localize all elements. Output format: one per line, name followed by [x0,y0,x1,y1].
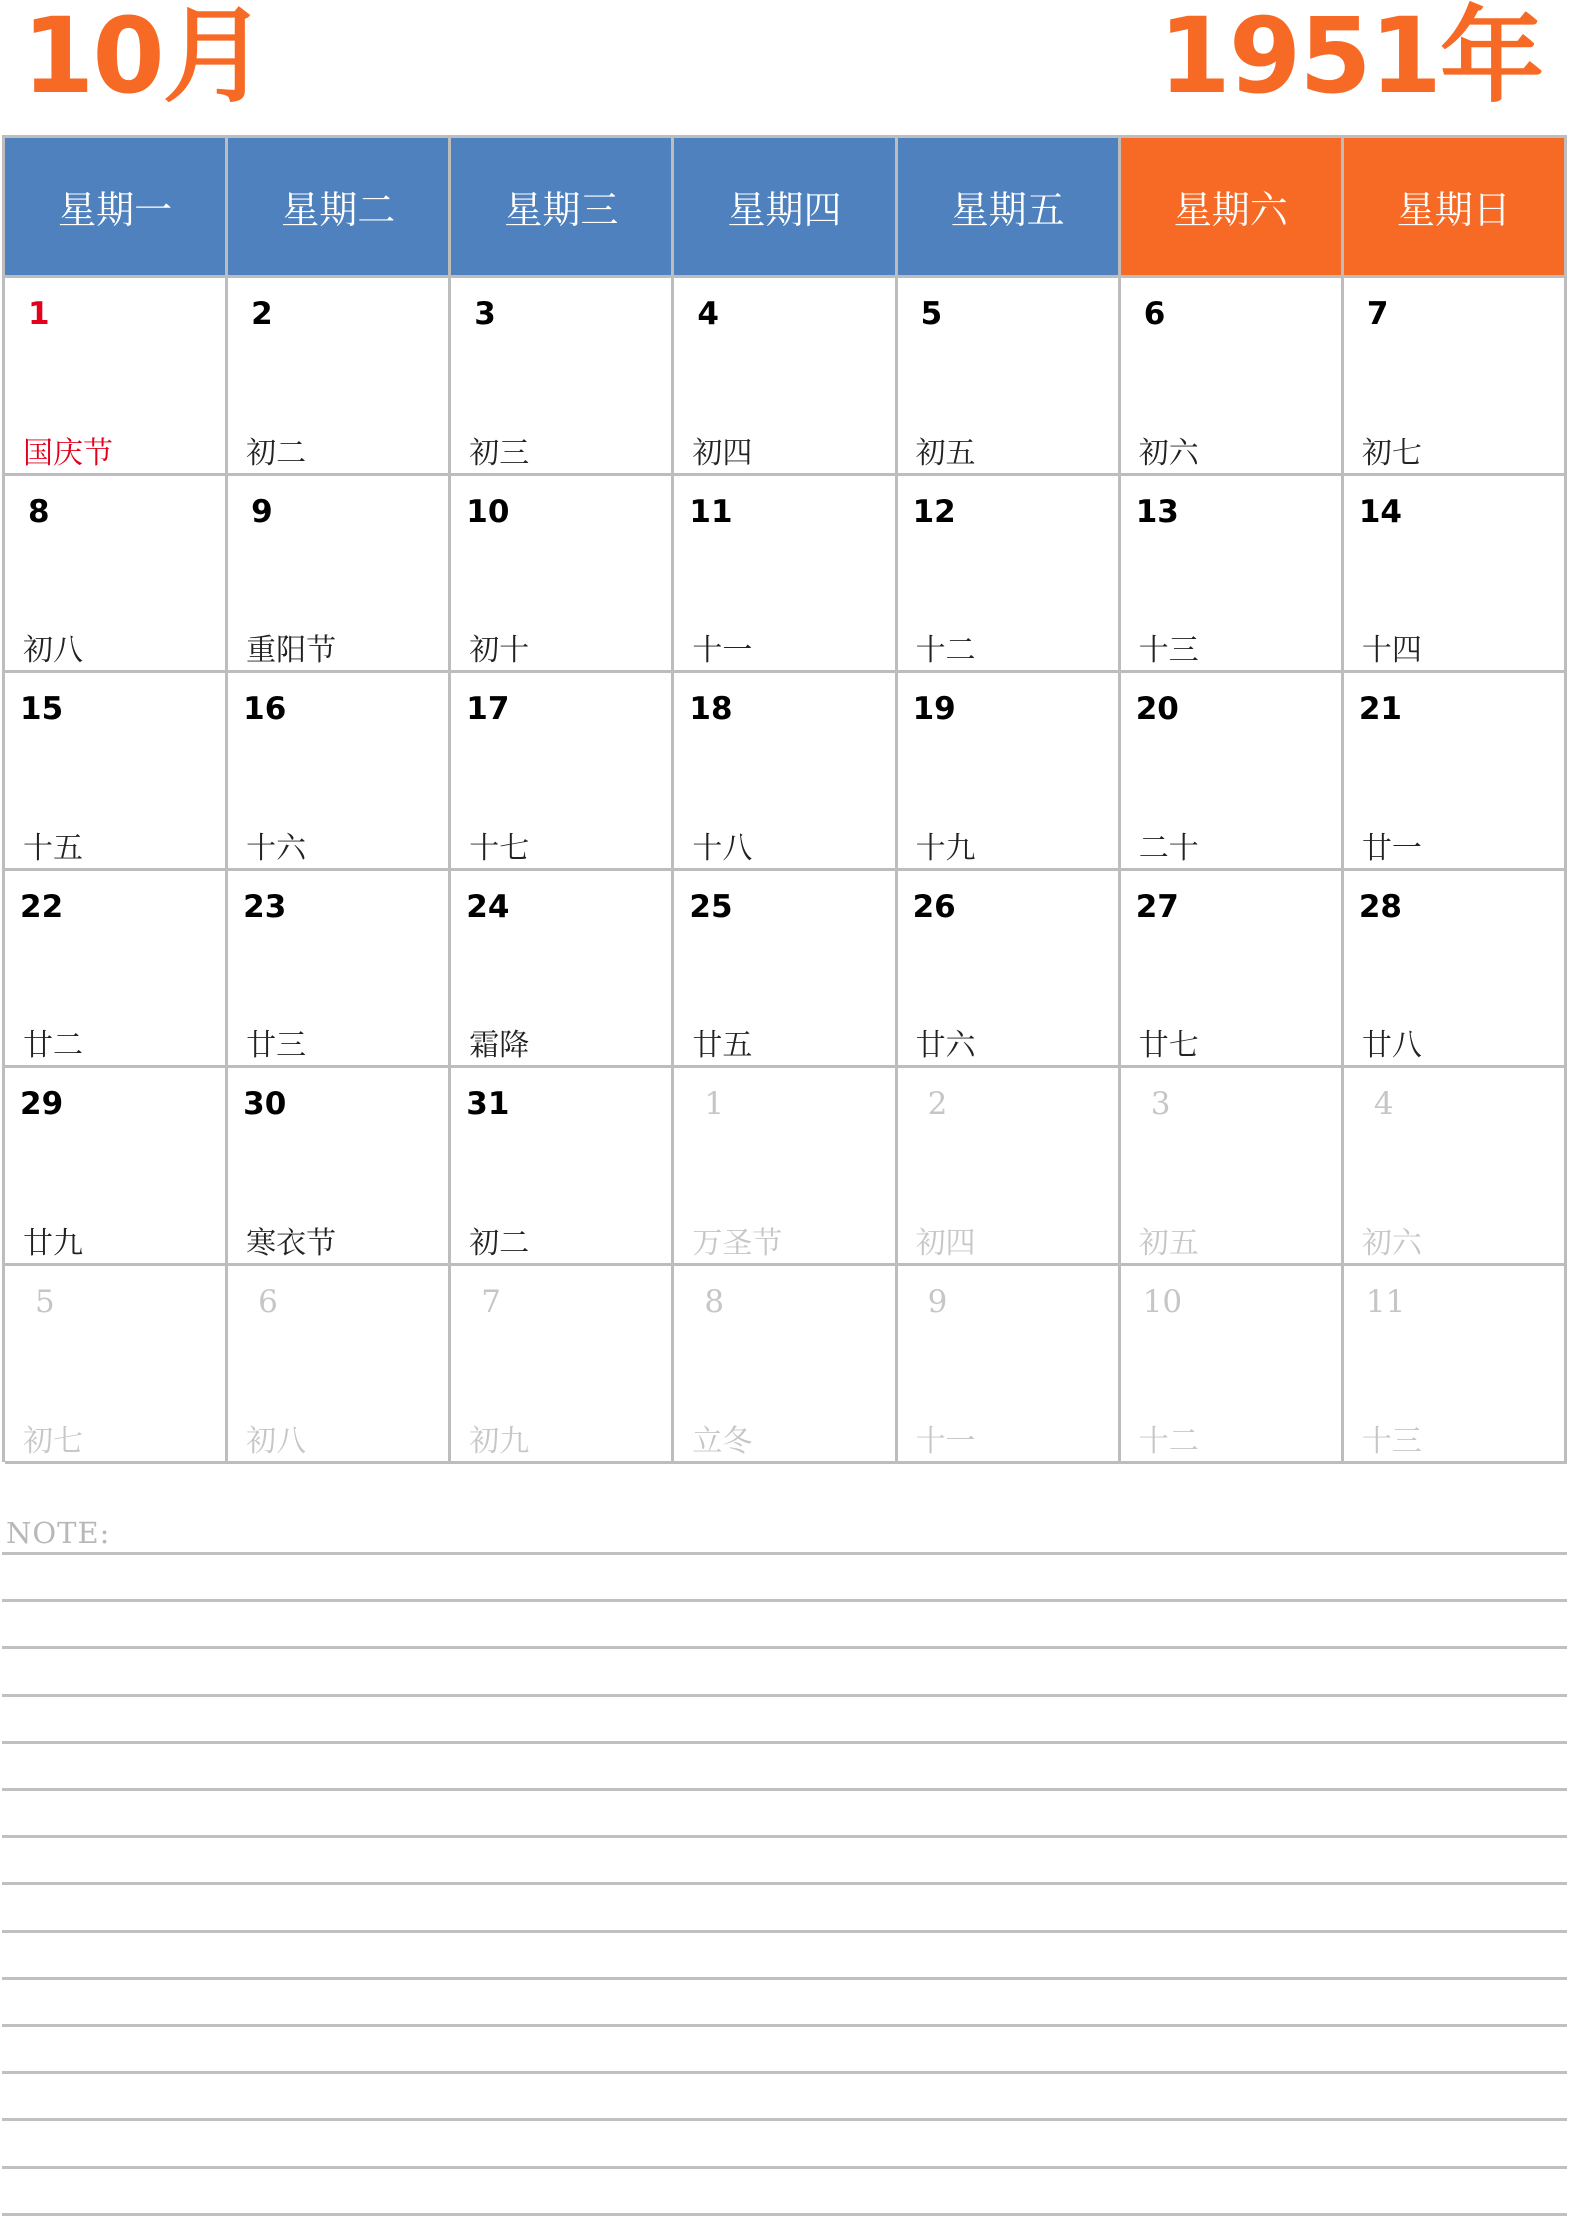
day-cell [5,476,228,674]
day-cell [5,1068,228,1266]
calendar-header [0,0,1569,136]
note-line [2,1599,1567,1602]
lunar-date: 初三 [469,435,530,471]
lunar-date: 初九 [469,1423,530,1459]
weekday-header-row [5,138,1567,278]
day-cell [451,871,674,1069]
note-line [2,2118,1567,2121]
day-number: 1 [28,296,50,332]
day-cell [451,1068,674,1266]
weekday-header: 星期四 [674,138,897,278]
day-number: 13 [1135,493,1179,530]
day-cell [5,278,228,476]
lunar-date: 初六 [1138,435,1199,471]
day-cell [1121,673,1344,871]
day-number: 3 [474,296,496,332]
day-cell [451,673,674,871]
day-cell-adjacent-month [674,1266,897,1464]
weekday-header: 星期二 [228,138,451,278]
day-number: 25 [689,888,733,925]
day-number: 5 [35,1283,55,1320]
day-number: 8 [28,493,50,530]
day-number: 16 [243,691,287,728]
day-cell-adjacent-month [898,1068,1121,1266]
day-cell-adjacent-month [1121,1266,1344,1464]
weekday-header: 星期五 [898,138,1121,278]
note-line [2,1788,1567,1791]
lunar-date: 十二 [915,633,976,669]
note-line [2,2071,1567,2074]
lunar-date: 十一 [692,633,753,669]
day-cell-adjacent-month [1344,1266,1567,1464]
day-number: 18 [689,691,733,728]
day-cell [674,673,897,871]
day-cell [674,476,897,674]
day-number: 15 [20,691,64,728]
day-number: 2 [251,296,273,332]
lunar-date: 廿三 [246,1028,307,1064]
lunar-date: 初五 [1138,1225,1199,1261]
day-number: 9 [251,493,273,530]
day-cell [228,1068,451,1266]
lunar-date: 十八 [692,830,753,866]
lunar-date: 十一 [915,1423,976,1459]
day-cell-adjacent-month [5,1266,228,1464]
day-cell [674,278,897,476]
lunar-date: 十三 [1138,633,1199,669]
lunar-date: 廿二 [23,1028,83,1064]
day-number: 5 [920,296,943,332]
day-number: 26 [912,888,956,925]
week-row [5,278,1567,476]
day-number: 14 [1358,493,1402,530]
day-cell [1344,871,1567,1069]
lunar-date: 初十 [469,633,530,669]
note-line [2,1552,1567,1555]
day-cell-adjacent-month [1121,1068,1344,1266]
day-cell [1121,871,1344,1069]
lunar-date: 十三 [1361,1423,1422,1459]
day-number: 6 [1143,296,1166,332]
day-number: 8 [704,1283,725,1320]
day-number: 3 [1150,1086,1171,1123]
day-number: 31 [466,1086,510,1123]
day-cell [1121,476,1344,674]
note-line [2,1741,1567,1744]
weekday-header: 星期三 [451,138,674,278]
day-number: 7 [1366,296,1389,332]
lunar-date: 十六 [246,830,307,866]
year-title: 1951年 [1158,0,1542,117]
lunar-date: 十五 [23,830,83,866]
lunar-date: 廿一 [1361,830,1422,866]
note-line [2,1835,1567,1838]
lunar-date: 初八 [246,1423,307,1459]
week-row [5,476,1567,674]
day-number: 30 [243,1086,287,1123]
day-number: 2 [927,1086,948,1123]
week-row [5,871,1567,1069]
day-cell-adjacent-month [898,1266,1121,1464]
note-line [2,1930,1567,1933]
lunar-date: 寒衣节 [246,1225,337,1261]
day-number: 11 [1365,1283,1406,1320]
day-cell-adjacent-month [228,1266,451,1464]
lunar-date: 初六 [1361,1225,1422,1261]
day-cell [5,871,228,1069]
lunar-date: 初二 [246,435,307,471]
day-number: 11 [689,493,733,530]
lunar-date: 二十 [1138,830,1199,866]
day-number: 24 [466,888,510,925]
lunar-date: 廿七 [1138,1028,1199,1064]
day-cell [674,871,897,1069]
note-line [2,1694,1567,1697]
day-number: 23 [243,888,287,925]
lunar-date: 初八 [23,633,83,669]
day-cell [228,871,451,1069]
calendar-grid [2,135,1567,1462]
lunar-date: 初四 [692,435,753,471]
day-number: 7 [481,1283,502,1320]
note-line [2,2024,1567,2027]
month-title: 10月 [22,0,265,117]
day-cell-adjacent-month [1344,1068,1567,1266]
lunar-date: 十九 [915,830,976,866]
lunar-date: 十二 [1138,1423,1199,1459]
day-number: 19 [912,691,956,728]
day-cell [228,476,451,674]
day-cell-adjacent-month [451,1266,674,1464]
lunar-date: 初七 [23,1423,83,1459]
lunar-date: 初五 [915,435,976,471]
day-number: 21 [1358,691,1402,728]
lunar-date: 霜降 [469,1028,530,1064]
day-number: 4 [697,296,719,332]
notes-label: NOTE: [6,1516,111,1550]
day-number: 27 [1135,888,1179,925]
day-number: 28 [1358,888,1402,925]
weekday-header: 星期六 [1121,138,1344,278]
lunar-date: 十四 [1361,633,1422,669]
day-cell-adjacent-month [674,1068,897,1266]
day-cell [898,476,1121,674]
holiday-label: 国庆节 [23,435,113,471]
day-number: 10 [1142,1283,1183,1320]
day-number: 17 [466,691,510,728]
note-line [2,2166,1567,2169]
note-line [2,1977,1567,1980]
note-line [2,1882,1567,1885]
day-cell [228,278,451,476]
week-row [5,1068,1567,1266]
lunar-date: 初七 [1361,435,1422,471]
lunar-date: 廿九 [23,1225,83,1261]
day-number: 22 [20,888,64,925]
day-number: 1 [704,1086,725,1123]
day-cell [898,871,1121,1069]
day-cell [1344,278,1567,476]
lunar-date: 廿八 [1361,1028,1422,1064]
day-cell [1344,476,1567,674]
day-number: 4 [1373,1086,1394,1123]
weekday-header: 星期一 [5,138,228,278]
day-cell [451,476,674,674]
day-cell [451,278,674,476]
day-cell [898,278,1121,476]
day-cell [5,673,228,871]
day-cell [898,673,1121,871]
day-number: 6 [258,1283,278,1320]
note-line [2,2213,1567,2216]
day-number: 10 [466,493,510,530]
day-cell [228,673,451,871]
note-line [2,1646,1567,1649]
weeks-container [5,278,1567,1464]
week-row [5,673,1567,871]
day-number: 9 [927,1283,948,1320]
lunar-date: 初二 [469,1225,530,1261]
lunar-date: 十七 [469,830,530,866]
day-cell [1344,673,1567,871]
lunar-date: 廿六 [915,1028,976,1064]
day-number: 12 [912,493,956,530]
lunar-date: 初四 [915,1225,976,1261]
lunar-date: 立冬 [692,1423,753,1459]
lunar-date: 重阳节 [246,633,337,669]
day-number: 29 [20,1086,64,1123]
lunar-date: 廿五 [692,1028,753,1064]
lunar-date: 万圣节 [692,1225,783,1261]
week-row [5,1266,1567,1464]
weekday-header: 星期日 [1344,138,1567,278]
day-number: 20 [1135,691,1179,728]
day-cell [1121,278,1344,476]
